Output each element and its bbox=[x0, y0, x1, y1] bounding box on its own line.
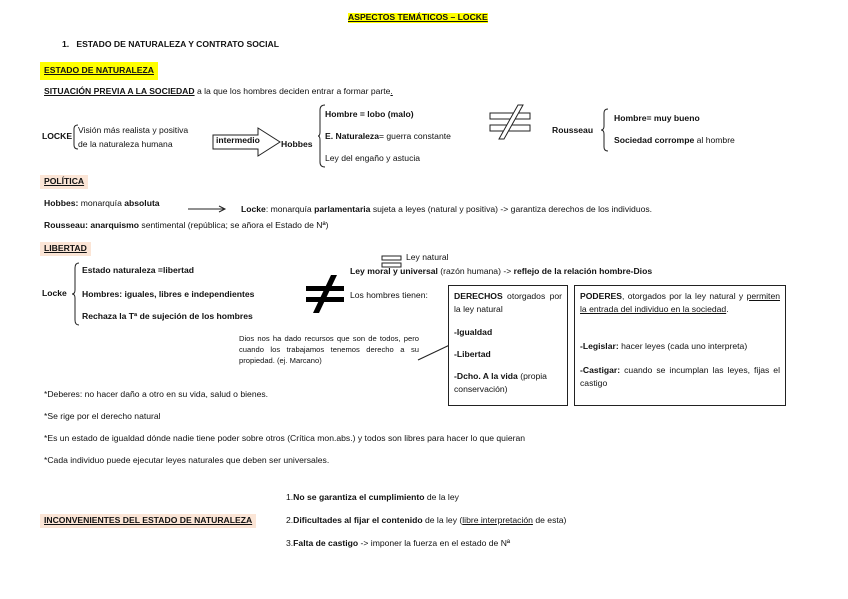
politica-rousseau-text: sentimental (república; se añora el Estado de Nª) bbox=[139, 220, 329, 230]
poderes-castigar-text: cuando se incumplan las leyes, fijas el castigo bbox=[580, 365, 780, 388]
hombres-tienen-label: Los hombres tienen: bbox=[350, 290, 428, 300]
politica-locke-bold: parlamentaria bbox=[314, 204, 371, 214]
inconveniente-2 bbox=[286, 516, 566, 526]
politica-locke-name: Locke bbox=[241, 204, 266, 214]
poderes-title-underline: permiten la entrada del individuo en la sociedad bbox=[580, 291, 780, 315]
ley-moral-text: (razón humana) -> bbox=[437, 266, 514, 276]
politica-rousseau bbox=[44, 221, 329, 231]
ley-moral-line bbox=[350, 267, 652, 277]
politica-locke bbox=[241, 205, 652, 215]
situacion-previa bbox=[44, 87, 393, 97]
inconvenientes-label: INCONVENIENTES DEL ESTADO DE NATURALEZA bbox=[40, 514, 256, 528]
section-heading bbox=[62, 40, 279, 50]
politica-hobbes-bold: absoluta bbox=[124, 198, 160, 208]
inconveniente-2-underline: libre interpretación bbox=[462, 515, 533, 525]
derechos-title-text: otorgados por la ley natural bbox=[454, 291, 562, 315]
ley-moral-bold2: reflejo de la relación hombre-Dios bbox=[513, 266, 653, 276]
arrow-right-icon bbox=[188, 205, 228, 213]
note-1: *Deberes: no hacer daño a otro en su vida, salud o bienes. bbox=[44, 389, 269, 399]
politica-rousseau-bold: anarquismo bbox=[87, 220, 140, 230]
situacion-previa-title: SITUACIÓN PREVIA A LA SOCIEDAD bbox=[44, 86, 195, 96]
inconveniente-1-num: 1. bbox=[286, 492, 294, 502]
inconveniente-1-bold: No se garantiza el cumplimiento bbox=[293, 492, 425, 502]
brace-rousseau-icon bbox=[601, 108, 609, 152]
politica-hobbes-text: monarquía bbox=[78, 198, 125, 208]
inconveniente-2-num: 2. bbox=[286, 515, 294, 525]
note-2: *Se rige por el derecho natural bbox=[44, 411, 161, 421]
locke-label: LOCKE bbox=[42, 131, 73, 141]
not-equal-icon bbox=[488, 104, 534, 140]
poderes-title bbox=[580, 290, 780, 317]
poderes-title-end: . bbox=[726, 304, 729, 315]
derechos-title bbox=[454, 290, 562, 317]
inconveniente-1-text: de la ley bbox=[424, 492, 459, 502]
hobbes-label: Hobbes bbox=[281, 139, 313, 149]
locke-desc-line1: Visión más realista y positiva bbox=[78, 125, 189, 135]
derechos-box bbox=[448, 285, 568, 406]
libertad-locke-label: Locke bbox=[42, 288, 67, 298]
hobbes-item-2-b: E. Naturaleza bbox=[325, 131, 379, 141]
note-3: *Es un estado de igualdad dónde nadie tiene poder sobre otros (Crítica mon.abs.) y todos son libres para hacer lo que quieran bbox=[44, 433, 526, 443]
poderes-title-bold: PODERES bbox=[580, 291, 623, 301]
derechos-item-3 bbox=[454, 370, 564, 396]
politica-hobbes bbox=[44, 199, 160, 209]
politica-locke-text: : monarquía bbox=[265, 204, 315, 214]
poderes-legislar bbox=[580, 342, 747, 352]
section-number: 1. bbox=[62, 39, 70, 49]
politica-rousseau-name: Rousseau: bbox=[44, 220, 88, 230]
politica-locke-text2: sujeta a leyes (natural y positiva) -> garantiza derechos de los individuos. bbox=[370, 204, 653, 214]
poderes-castigar bbox=[580, 364, 780, 390]
poderes-legislar-bold: -Legislar: bbox=[580, 341, 619, 351]
libertad-label: LIBERTAD bbox=[40, 242, 91, 256]
ley-natural-label: Ley natural bbox=[406, 252, 449, 262]
derechos-item-3-text: (propia conservación) bbox=[454, 371, 547, 394]
not-equal-bold-icon bbox=[304, 274, 348, 314]
derechos-title-bold: DERECHOS bbox=[454, 291, 503, 301]
derechos-item-2: -Libertad bbox=[454, 349, 491, 359]
inconveniente-2-bold: Dificultades al fijar el contenido bbox=[293, 515, 423, 525]
libertad-item-3: Rechaza la Tª de sujeción de los hombres bbox=[82, 311, 253, 321]
dios-note: Dios nos ha dado recursos que son de todos, pero cuando los trabajamos tenemos derecho a su propiedad. (ej. Marcano) bbox=[239, 334, 419, 365]
situacion-previa-end: . bbox=[390, 86, 393, 96]
derechos-item-3-bold: -Dcho. A la vida bbox=[454, 371, 518, 381]
inconveniente-2-text: de la ley ( bbox=[422, 515, 463, 525]
section-title: ESTADO DE NATURALEZA Y CONTRATO SOCIAL bbox=[76, 39, 279, 49]
hobbes-item-2 bbox=[325, 132, 451, 142]
inconveniente-3-num: 3. bbox=[286, 538, 294, 548]
rousseau-item-1: Hombre= muy bueno bbox=[614, 113, 700, 123]
poderes-legislar-text: hacer leyes (cada uno interpreta) bbox=[618, 341, 748, 351]
poderes-box bbox=[574, 285, 786, 406]
locke-desc-line2: de la naturaleza humana bbox=[78, 139, 173, 149]
politica-hobbes-name: Hobbes: bbox=[44, 198, 79, 208]
estado-naturaleza-label: ESTADO DE NATURALEZA bbox=[40, 62, 158, 80]
rousseau-item-2-b: Sociedad corrompe bbox=[614, 135, 695, 145]
hobbes-item-3: Ley del engaño y astucia bbox=[325, 153, 421, 163]
libertad-item-2: Hombres: iguales, libres e independientes bbox=[82, 289, 255, 299]
rousseau-item-2 bbox=[614, 136, 735, 146]
inconveniente-2-end: de esta) bbox=[532, 515, 567, 525]
inconveniente-3-text: -> imponer la fuerza en el estado de Nª bbox=[358, 538, 511, 548]
rousseau-item-2-rest: al hombre bbox=[694, 135, 735, 145]
brace-libertad-icon bbox=[72, 262, 80, 326]
note-4: *Cada individuo puede ejecutar leyes naturales que deben ser universales. bbox=[44, 455, 330, 465]
libertad-item-1: Estado naturaleza =libertad bbox=[82, 265, 194, 275]
poderes-castigar-bold: -Castigar: bbox=[580, 365, 621, 375]
poderes-title-text: , otorgados por la ley natural y bbox=[622, 291, 747, 301]
intermedio-label: intermedio bbox=[216, 135, 260, 145]
politica-label: POLÍTICA bbox=[40, 175, 88, 189]
inconveniente-1 bbox=[286, 493, 459, 503]
inconveniente-3-bold: Falta de castigo bbox=[293, 538, 359, 548]
ley-moral-bold: Ley moral y universal bbox=[350, 266, 438, 276]
hobbes-item-2-rest: = guerra constante bbox=[378, 131, 451, 141]
inconveniente-3 bbox=[286, 539, 510, 549]
situacion-previa-text: a la que los hombres deciden entrar a formar parte bbox=[194, 86, 391, 96]
derechos-item-1: -Igualdad bbox=[454, 327, 493, 337]
hobbes-item-1: Hombre = lobo (malo) bbox=[325, 109, 414, 119]
document-title: ASPECTOS TEMÁTICOS – LOCKE bbox=[348, 12, 488, 22]
rousseau-label: Rousseau bbox=[552, 125, 594, 135]
